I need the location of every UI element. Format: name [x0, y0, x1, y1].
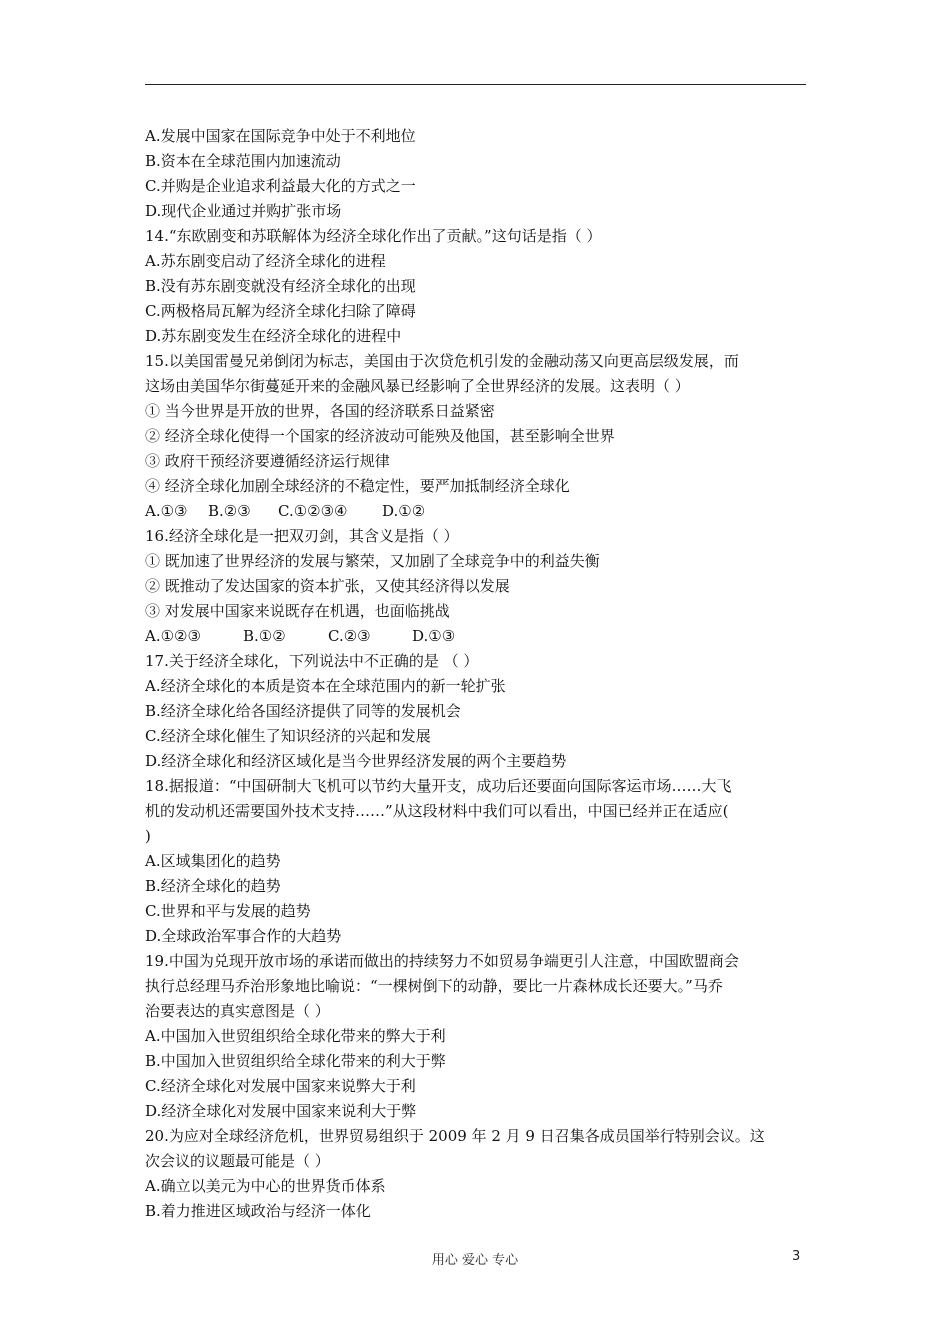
- q15-item-4: ④ 经济全球化加剧全球经济的不稳定性，要严加抵制经济全球化: [145, 477, 570, 495]
- header-rule: [145, 84, 806, 85]
- q16-choice-d: D.①③: [412, 627, 456, 645]
- q20-stem-line2: 次会议的议题最可能是（ ）: [145, 1152, 330, 1170]
- q15-choice-b: B.②③: [208, 502, 251, 520]
- q17-option-a: A.经济全球化的本质是资本在全球范围内的新一轮扩张: [145, 677, 506, 695]
- q16-choice-a: A.①②③: [145, 627, 201, 645]
- q15-item-2: ② 经济全球化使得一个国家的经济波动可能殃及他国，甚至影响全世界: [145, 427, 615, 445]
- q15-stem-line2: 这场由美国华尔街蔓延开来的金融风暴已经影响了全世界经济的发展。这表明（ ）: [145, 377, 690, 395]
- q13-option-c: C.并购是企业追求利益最大化的方式之一: [145, 177, 416, 195]
- q18-stem-line1: 18.据报道：“中国研制大飞机可以节约大量开支，成功后还要面向国际客运市场……大飞: [145, 777, 732, 795]
- q19-stem-line1: 19.中国为兑现开放市场的承诺而做出的持续努力不如贸易争端更引人注意，中国欧盟商会: [145, 952, 739, 970]
- q20-stem-line1: 20.为应对全球经济危机，世界贸易组织于 2009 年 2 月 9 日召集各成员国举行特别会议。这: [145, 1127, 765, 1145]
- q16-item-3: ③ 对发展中国家来说既存在机遇，也面临挑战: [145, 602, 450, 620]
- q19-option-b: B.中国加入世贸组织给全球化带来的利大于弊: [145, 1052, 446, 1070]
- q18-stem-line2: 机的发动机还需要国外技术支持……”从这段材料中我们可以看出，中国已经并正在适应(: [145, 802, 729, 820]
- q14-option-c: C.两极格局瓦解为经济全球化扫除了障碍: [145, 302, 416, 320]
- q14-option-a: A.苏东剧变启动了经济全球化的进程: [145, 252, 386, 270]
- q16-stem: 16.经济全球化是一把双刃剑，其含义是指（ ）: [145, 527, 459, 545]
- q15-choices: [145, 499, 817, 524]
- q18-option-d: D.全球政治军事合作的大趋势: [145, 927, 342, 945]
- q16-choice-c: C.②③: [328, 627, 371, 645]
- q17-stem: 17.关于经济全球化，下列说法中不正确的是 （ ）: [145, 652, 479, 670]
- q17-option-d: D.经济全球化和经济区域化是当今世界经济发展的两个主要趋势: [145, 752, 567, 770]
- q20-option-a: A.确立以美元为中心的世界货币体系: [145, 1177, 386, 1195]
- q16-choice-b: B.①②: [243, 627, 286, 645]
- q13-option-b: B.资本在全球范围内加速流动: [145, 152, 341, 170]
- page-number: 3: [792, 1249, 801, 1264]
- q15-choice-c: C.①②③④: [278, 502, 348, 520]
- question-content: [145, 124, 817, 1224]
- q19-option-c: C.经济全球化对发展中国家来说弊大于利: [145, 1077, 416, 1095]
- q18-option-b: B.经济全球化的趋势: [145, 877, 281, 895]
- q15-item-3: ③ 政府干预经济要遵循经济运行规律: [145, 452, 390, 470]
- q15-item-1: ① 当今世界是开放的世界，各国的经济联系日益紧密: [145, 402, 495, 420]
- q16-item-2: ② 既推动了发达国家的资本扩张，又使其经济得以发展: [145, 577, 510, 595]
- q14-stem: 14.“东欧剧变和苏联解体为经济全球化作出了贡献。”这句话是指（ ）: [145, 227, 602, 245]
- q16-choices: [145, 624, 817, 649]
- q18-option-a: A.区域集团化的趋势: [145, 852, 281, 870]
- q19-option-d: D.经济全球化对发展中国家来说利大于弊: [145, 1102, 417, 1120]
- q13-option-a: A.发展中国家在国际竞争中处于不利地位: [145, 127, 416, 145]
- q19-option-a: A.中国加入世贸组织给全球化带来的弊大于利: [145, 1027, 446, 1045]
- q16-item-1: ① 既加速了世界经济的发展与繁荣，又加剧了全球竞争中的利益失衡: [145, 552, 600, 570]
- q15-choice-a: A.①③: [145, 502, 188, 520]
- q14-option-b: B.没有苏东剧变就没有经济全球化的出现: [145, 277, 416, 295]
- q14-option-d: D.苏东剧变发生在经济全球化的进程中: [145, 327, 402, 345]
- footer-motto: 用心 爱心 专心: [431, 1253, 519, 1268]
- q13-option-d: D.现代企业通过并购扩张市场: [145, 202, 342, 220]
- q20-option-b: B.着力推进区域政治与经济一体化: [145, 1202, 371, 1220]
- q18-stem-line3: ): [145, 827, 151, 845]
- q15-stem-line1: 15.以美国雷曼兄弟倒闭为标志，美国由于次贷危机引发的金融动荡又向更高层级发展，而: [145, 352, 739, 370]
- q18-option-c: C.世界和平与发展的趋势: [145, 902, 311, 920]
- q15-choice-d: D.①②: [382, 502, 426, 520]
- q17-option-b: B.经济全球化给各国经济提供了同等的发展机会: [145, 702, 461, 720]
- q19-stem-line3: 治要表达的真实意图是（ ）: [145, 1002, 330, 1020]
- q17-option-c: C.经济全球化催生了知识经济的兴起和发展: [145, 727, 431, 745]
- q19-stem-line2: 执行总经理马乔治形象地比喻说：“一棵树倒下的动静，要比一片森林成长还要大。”马乔: [145, 977, 723, 995]
